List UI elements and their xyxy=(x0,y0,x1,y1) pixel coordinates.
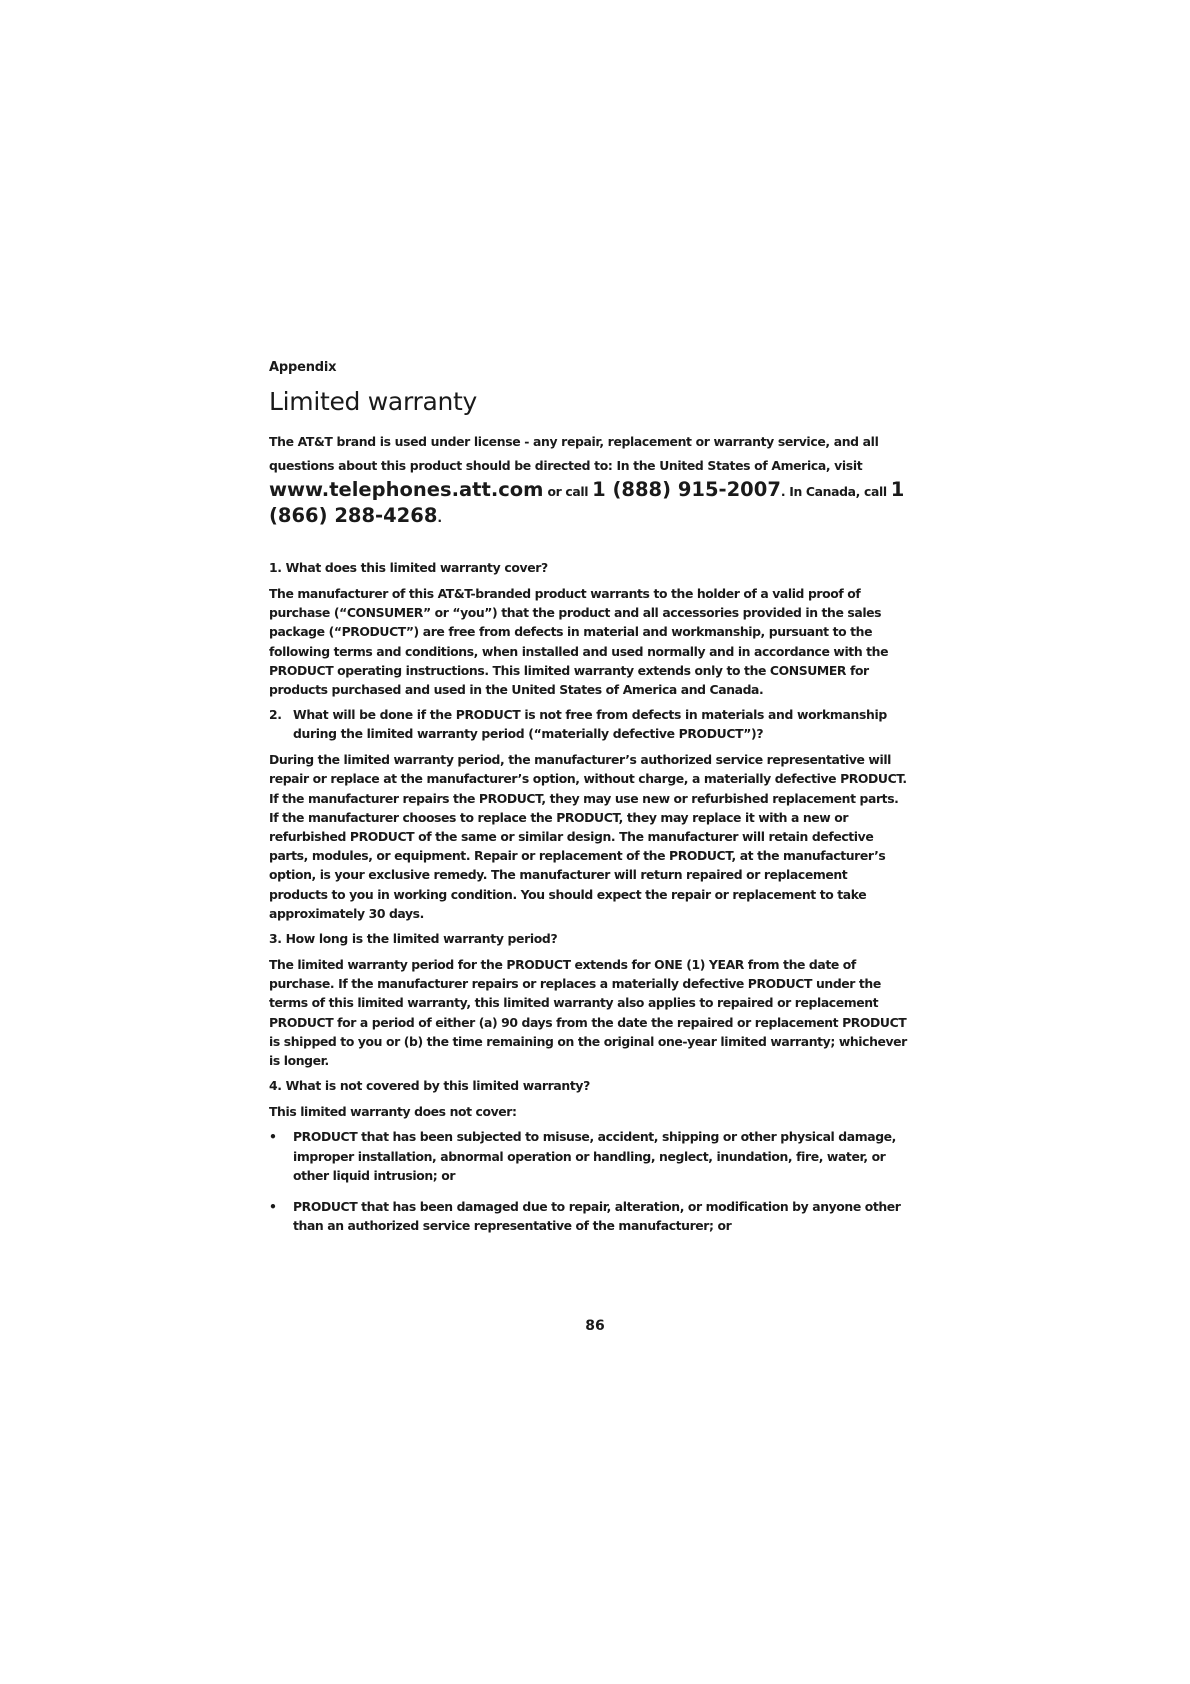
intro-text: The AT&T brand is used under license - any repair, replacement or warranty service, and all questions about this product should be directed to: In the United States of America, visit xyxy=(269,434,879,473)
list-item xyxy=(269,1127,909,1185)
section-question: 3. How long is the limited warranty period? xyxy=(269,931,558,947)
canada-phone-number: 1 (866) 288-4268 xyxy=(269,478,905,527)
section-body: During the limited warranty period, the manufacturer’s authorized service representative will repair or replace at the manufacturer’s option, without charge, a materially defective PRODUCT. If the manufacturer repairs the PRODUCT, they may use new or refurbished replacement parts. If the manufacturer chooses to replace the PRODUCT, they may replace it with a new or refurbished PRODUCT of the same or similar design. The manufacturer will retain defective parts, modules, or equipment. Repair or replacement of the PRODUCT, at the manufacturer’s option, is your exclusive remedy. The manufacturer will return repaired or replacement products to you in working condition. You should expect the repair or replacement to take approximately 30 days. xyxy=(269,752,907,921)
list-item xyxy=(269,1197,909,1235)
us-phone-number: 1 (888) 915-2007 xyxy=(592,478,781,501)
section-question: 4. What is not covered by this limited warranty? xyxy=(269,1078,590,1094)
section-question xyxy=(269,705,909,743)
website-link[interactable]: www.telephones.att.com xyxy=(269,478,544,501)
intro-text: . xyxy=(437,510,442,525)
list-item-text: PRODUCT that has been subjected to misuse, accident, shipping or other physical damage, improper installation, abnormal operation or handling, neglect, inundation, fire, water, or other liquid intrusion; or xyxy=(293,1129,896,1183)
intro-text: . In Canada, call xyxy=(780,484,891,499)
bullet-icon: • xyxy=(269,1129,277,1145)
intro-text: or call xyxy=(543,484,593,499)
section-body: This limited warranty does not cover: xyxy=(269,1104,517,1120)
section-label: Appendix xyxy=(269,360,337,375)
bullet-icon: • xyxy=(269,1199,277,1215)
section-body: The manufacturer of this AT&T-branded product warrants to the holder of a valid proof of purchase (“CONSUMER” or “you”) that the product and all accessories provided in the sales package (“PRODUCT”) are free from defects in material and workmanship, pursuant to the following terms and conditions, when installed and used normally and in accordance with the PRODUCT operating instructions. This limited warranty extends only to the CONSUMER for products purchased and used in the United States of America and Canada. xyxy=(269,586,889,698)
page-content xyxy=(269,360,909,1247)
list-item-text: PRODUCT that has been damaged due to repair, alteration, or modification by anyone other than an authorized service representative of the manufacturer; or xyxy=(293,1199,901,1234)
section-question: 1. What does this limited warranty cover? xyxy=(269,560,548,575)
question-text: What will be done if the PRODUCT is not free from defects in materials and workmanship during the limited warranty period (“materially defective PRODUCT”)? xyxy=(293,707,887,742)
question-number: 2. xyxy=(269,707,282,723)
page-title: Limited warranty xyxy=(269,387,478,416)
exclusion-list xyxy=(269,1127,909,1235)
page-number: 86 xyxy=(585,1318,605,1334)
section-body: The limited warranty period for the PRODUCT extends for ONE (1) YEAR from the date of purchase. If the manufacturer repairs or replaces a materially defective PRODUCT under the terms of this limited warranty, this limited warranty also applies to repaired or replacement PRODUCT for a period of either (a) 90 days from the date the repaired or replacement PRODUCT is shipped to you or (b) the time remaining on the original one-year limited warranty; whichever is longer. xyxy=(269,957,907,1069)
intro-paragraph xyxy=(269,430,909,530)
